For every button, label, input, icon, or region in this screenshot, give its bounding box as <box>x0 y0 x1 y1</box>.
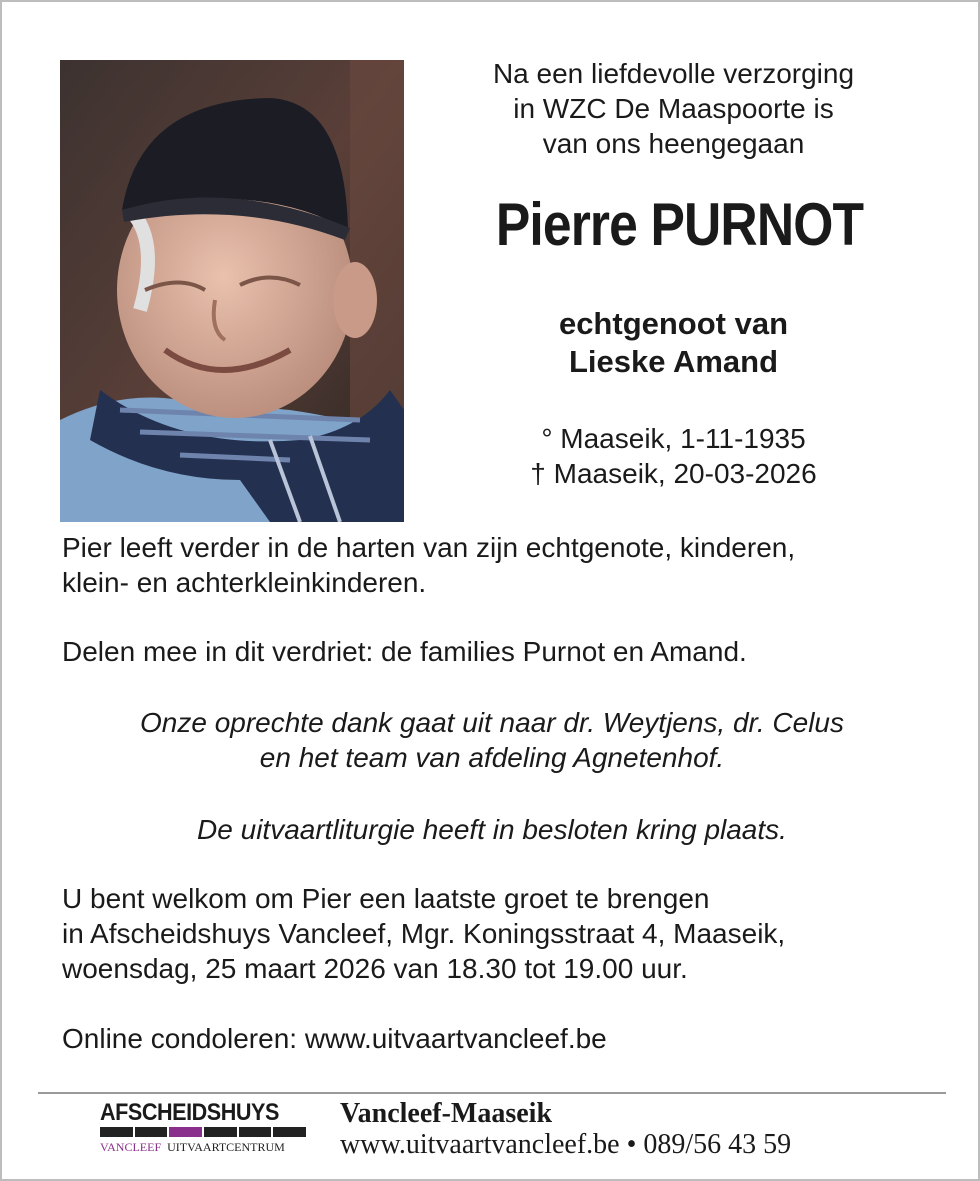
logo-sub-right: UITVAARTCENTRUM <box>167 1140 285 1154</box>
spouse-info <box>447 305 900 381</box>
birth-date: ° Maaseik, 1-11-1935 <box>541 423 806 454</box>
intro-text <box>447 56 900 161</box>
text-line: in Afscheidshuys Vancleef, Mgr. Koningsstraat 4, Maaseik, <box>62 918 786 949</box>
text-line: en het team van afdeling Agnetenhof. <box>259 742 725 773</box>
visit-paragraph <box>62 881 942 986</box>
deceased-name: Pierre PURNOT <box>495 191 864 258</box>
logo-title: AFSCHEIDSHUYS <box>100 1099 279 1126</box>
online-condolences: Online condoleren: www.uitvaartvancleef.be <box>62 1023 607 1054</box>
logo-subtitle <box>100 1140 285 1155</box>
funeral-home-logo <box>100 1099 306 1165</box>
portrait-photo <box>60 60 404 522</box>
text-line: Pier leeft verder in de harten van zijn echtgenote, kinderen, <box>62 532 796 563</box>
text-line: U bent welkom om Pier een laatste groet te brengen <box>62 883 710 914</box>
spouse-line: echtgenoot van <box>558 306 789 341</box>
intro-line: Na een liefdevolle verzorging <box>492 58 855 89</box>
logo-sub-left: VANCLEEF <box>100 1140 162 1154</box>
remembrance-paragraph <box>62 530 942 600</box>
death-date: † Maaseik, 20-03-2026 <box>530 458 817 489</box>
family-paragraph: Delen mee in dit verdriet: de families Purnot en Amand. <box>62 636 747 667</box>
life-dates <box>447 421 900 491</box>
spouse-name: Lieske Amand <box>568 344 779 379</box>
company-name: Vancleef-Maaseik <box>340 1098 553 1129</box>
portrait-illustration <box>60 60 404 522</box>
text-line: Onze oprechte dank gaat uit naar dr. Weytjens, dr. Celus <box>139 707 844 738</box>
intro-line: van ons heengegaan <box>542 128 805 159</box>
text-line: woensdag, 25 maart 2026 van 18.30 tot 19.00 uur. <box>62 953 688 984</box>
intro-line: in WZC De Maaspoorte is <box>513 93 834 124</box>
footer-divider <box>38 1092 946 1094</box>
text-line: klein- en achterkleinkinderen. <box>62 567 427 598</box>
logo-bar <box>100 1127 306 1137</box>
liturgy-paragraph: De uitvaartliturgie heeft in besloten kring plaats. <box>197 814 787 845</box>
company-contact: www.uitvaartvancleef.be • 089/56 43 59 <box>340 1129 792 1160</box>
thanks-paragraph <box>42 705 942 775</box>
